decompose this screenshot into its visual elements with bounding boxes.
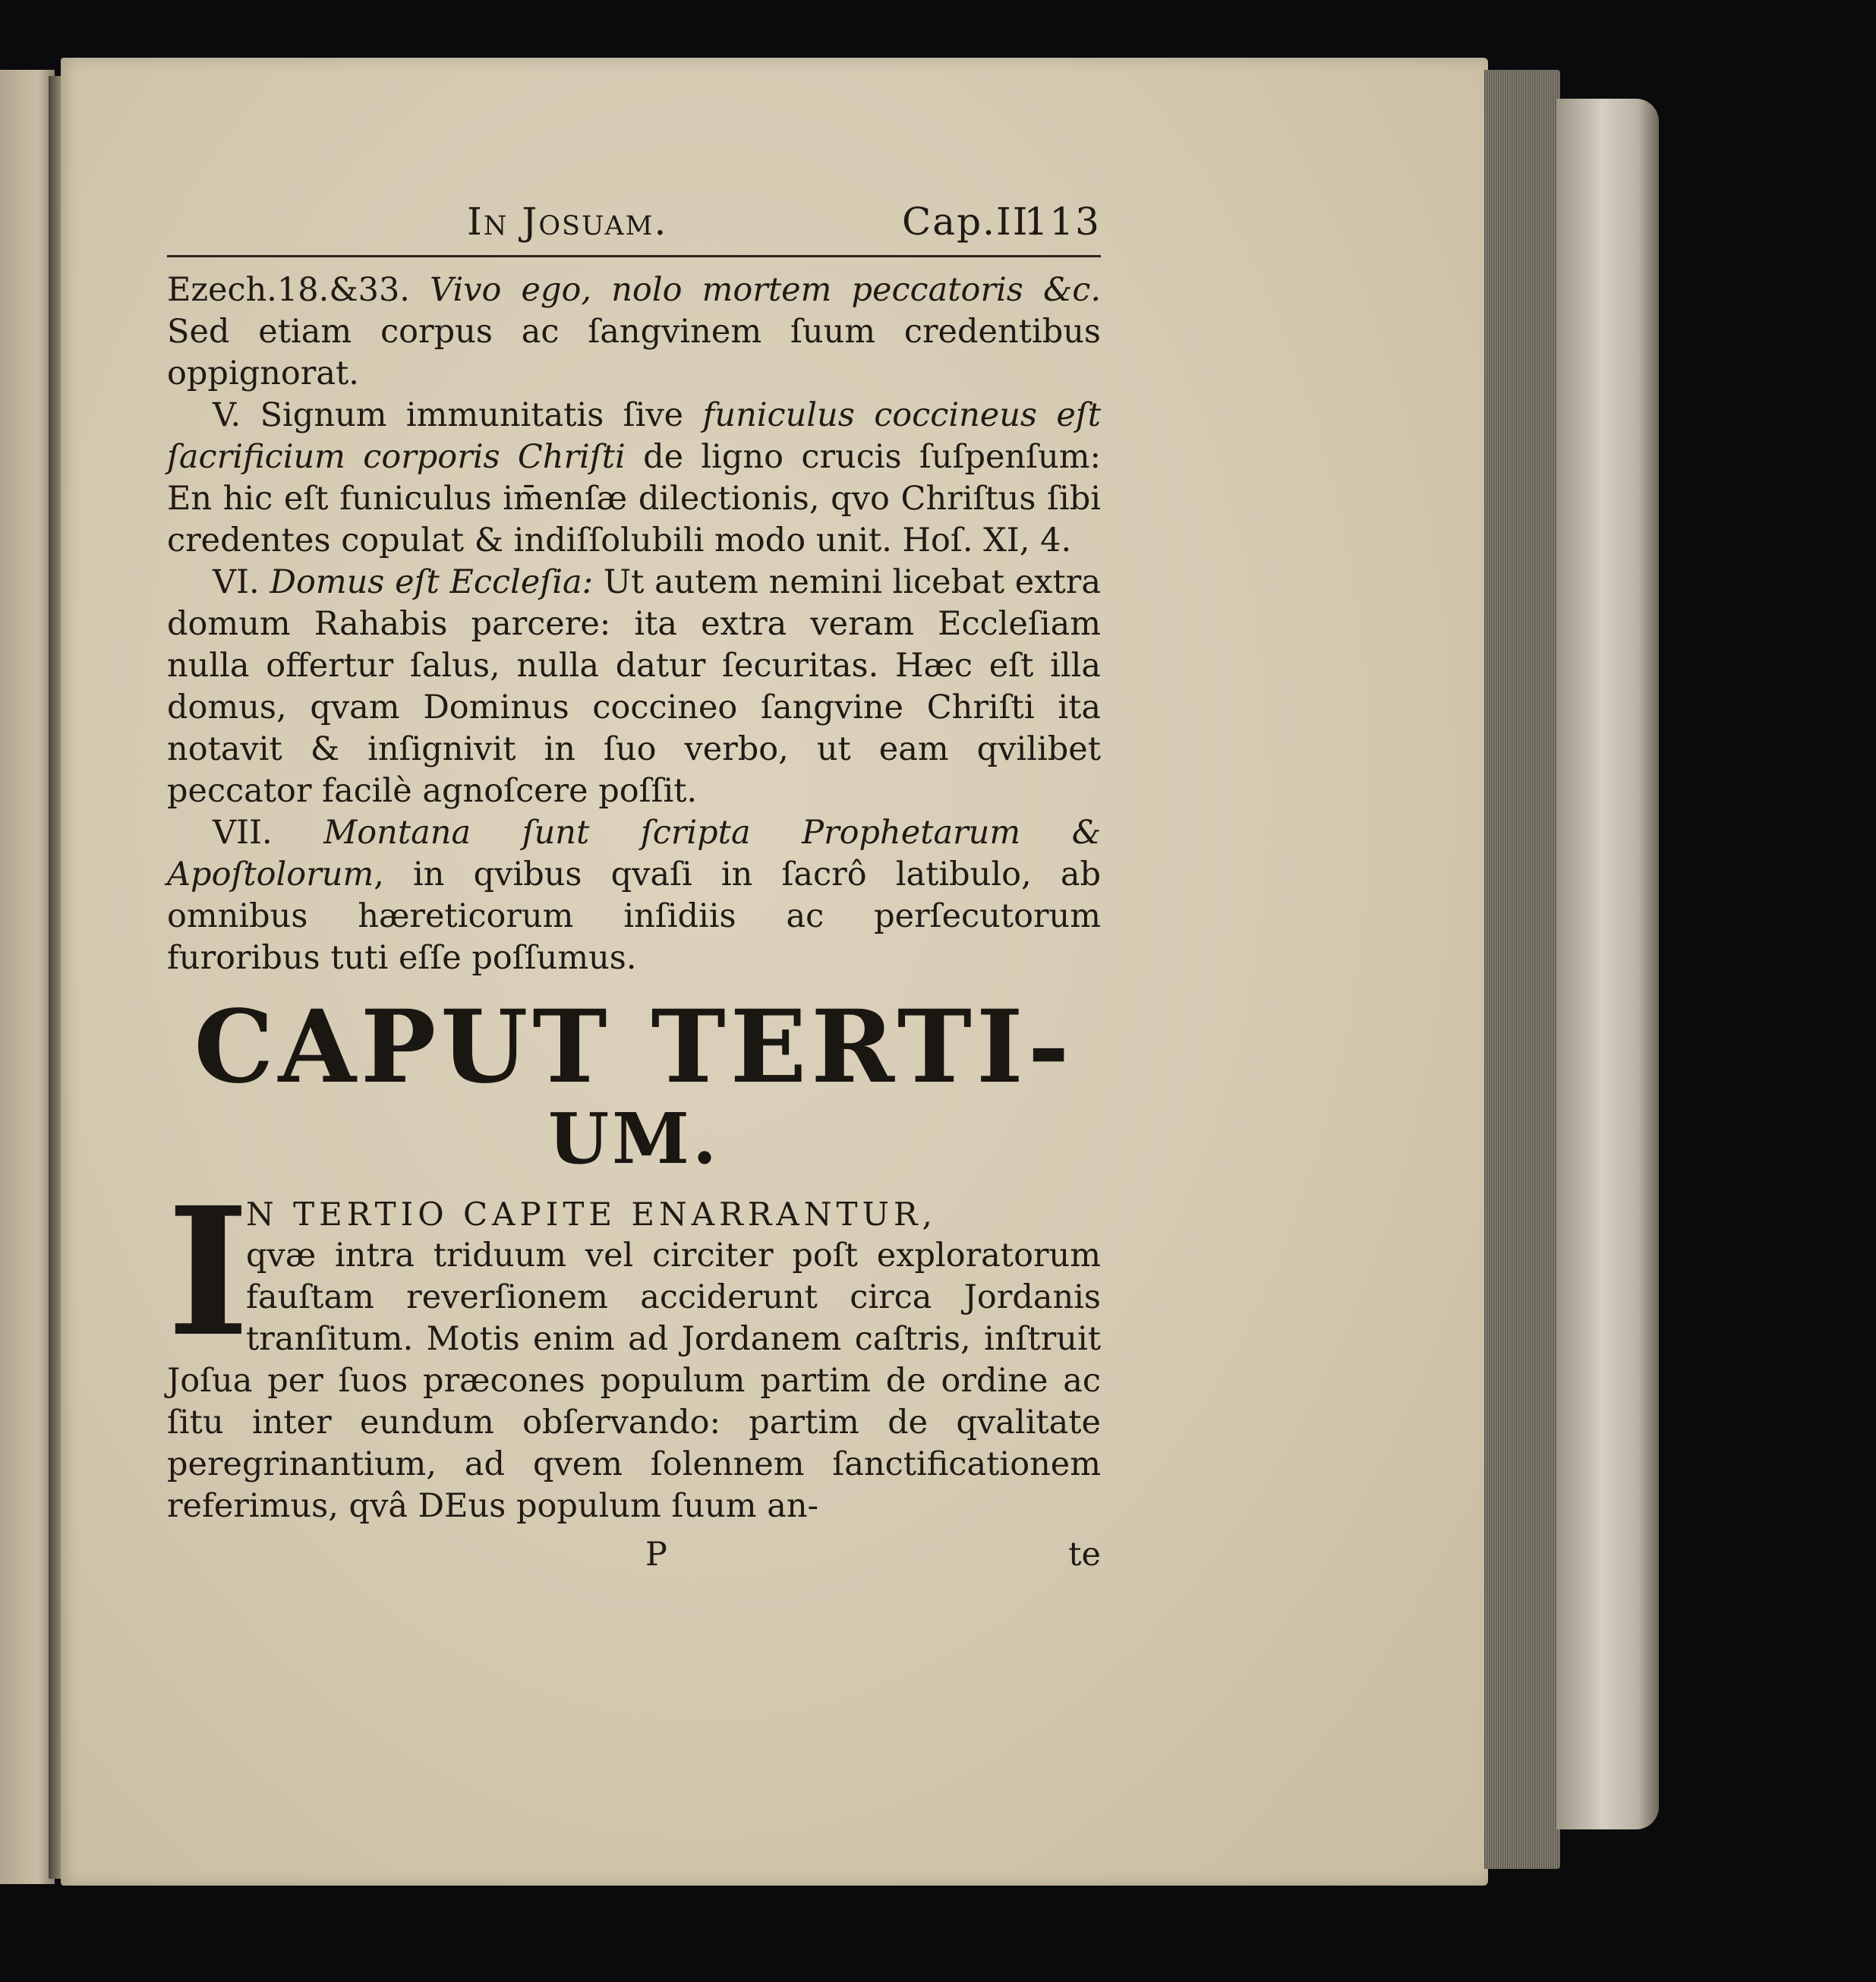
- left-page-edge: [0, 70, 55, 1884]
- catchword: te: [1068, 1536, 1101, 1574]
- header-rule: [167, 255, 1101, 257]
- text-run: VI.: [213, 563, 270, 601]
- text-run: VII.: [213, 814, 324, 852]
- page-number: 113: [1023, 200, 1101, 244]
- text-run: , in qvibus qvaſi in ſacrô latibulo, ab omnibus hæreticorum inſidiis ac perſecutorum furoribus tuti eſſe poſſumus.: [167, 856, 1101, 977]
- chapter-heading-line1: CAPUT TERTI-: [194, 988, 1074, 1106]
- text-run: funiculus coccineus eſt ſacrificium corporis Chriſti: [167, 396, 1101, 476]
- page-edges: [1484, 70, 1560, 1869]
- paragraph: [167, 395, 1101, 562]
- page-footer: [167, 1532, 1101, 1577]
- text-run: Vivo ego, nolo mortem peccatoris &c.: [430, 271, 1102, 309]
- text-run: Domus eſt Eccleſia:: [270, 563, 594, 601]
- running-head-chapter: Cap.II.: [902, 200, 1043, 244]
- text-run: V. Signum immunitatis ſive: [213, 396, 703, 434]
- chapter-heading-line2: UM.: [547, 1098, 720, 1180]
- running-head-title: In Josuam.: [467, 200, 668, 244]
- body-text: [167, 269, 1101, 979]
- paragraph: [167, 812, 1101, 979]
- opening-caps-line: N TERTIO CAPITE ENARRANTUR,: [246, 1196, 937, 1233]
- text-run: Sed etiam corpus ac ſangvinem ſuum credentibus oppignorat.: [167, 313, 1101, 392]
- signature-mark: P: [645, 1536, 667, 1574]
- text-block: [167, 199, 1101, 1577]
- paragraph: [167, 562, 1101, 812]
- chapter-opening: [167, 1168, 1101, 1527]
- text-run: Montana ſunt ſcripta Prophetarum & Apoſtolorum: [167, 814, 1101, 893]
- paragraph: [167, 269, 1101, 395]
- text-run: Ezech.18.&33.: [167, 271, 430, 309]
- drop-cap: I: [167, 1168, 250, 1375]
- running-head: [167, 199, 1101, 244]
- chapter-heading: [167, 988, 1101, 1180]
- text-run: Ut autem nemini licebat extra domum Rahabis parcere: ita extra veram Eccleſiam nulla offertur ſalus, nulla datur ſecuritas. Hæc eſt illa domus, qvam Dominus coccineo ſangvine Chriſti ita notavit & inſignivit in ſuo verbo, ut eam qvilibet peccator facilè agnoſcere poſſit.: [167, 563, 1101, 810]
- opening-text: qvæ intra triduum vel circiter poſt exploratorum fauſtam reverſionem acciderunt circa Jordanis tranſitum. Motis enim ad Jordanem caſtris, inſtruit Joſua per ſuos præcones populum partim de ordine ac ſitu inter eundum obſervando: partim de qvalitate peregrinantium, ad qvem ſolennem ſanctificationem referimus, qvâ DEus populum ſuum an-: [167, 1237, 1101, 1525]
- text-run: de ligno crucis ſuſpenſum: En hic eſt funiculus im̄enſæ dilectionis, qvo Chriſtus ſibi credentes copulat & indiſſolubili modo unit. Hoſ. XI, 4.: [167, 438, 1101, 559]
- cover-edge: [1556, 99, 1659, 1829]
